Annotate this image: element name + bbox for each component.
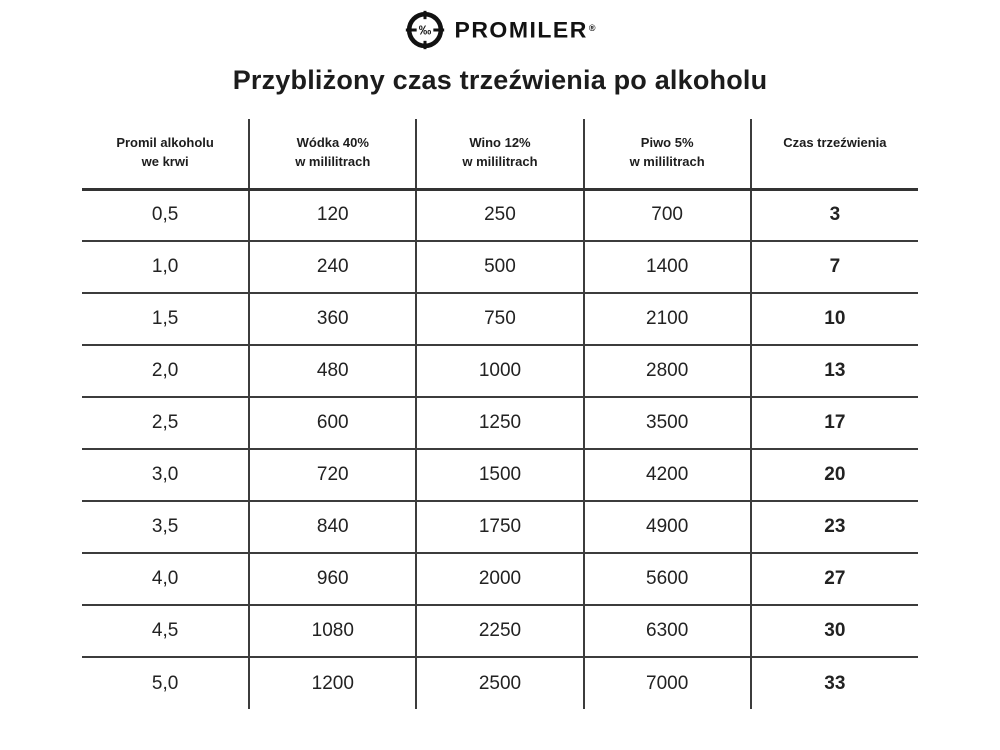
column-header-4: Czas trzeźwienia [751,119,918,189]
table-cell: 3 [751,189,918,241]
table-row [82,449,918,501]
table-body [82,189,918,709]
table-cell: 4900 [584,501,751,553]
column-header-0: Promil alkoholu we krwi [82,119,249,189]
table-cell: 2,5 [82,397,249,449]
brand-wordmark: PROMILER [454,17,588,42]
table-cell: 1400 [584,241,751,293]
table-cell: 1000 [416,345,583,397]
table-cell: 2500 [416,657,583,709]
table-cell: 250 [416,189,583,241]
sobriety-table-container [82,119,918,709]
table-cell: 840 [249,501,416,553]
table-cell: 3,0 [82,449,249,501]
table-cell: 1500 [416,449,583,501]
permille-glyph: ‰ [419,23,432,38]
table-row [82,189,918,241]
table-cell: 2000 [416,553,583,605]
table-cell: 33 [751,657,918,709]
table-cell: 700 [584,189,751,241]
table-cell: 4200 [584,449,751,501]
column-header-1: Wódka 40% w mililitrach [249,119,416,189]
table-cell: 1200 [249,657,416,709]
sobriety-table [82,119,918,709]
table-cell: 6300 [584,605,751,657]
table-cell: 120 [249,189,416,241]
table-row [82,553,918,605]
table-cell: 500 [416,241,583,293]
table-cell: 7000 [584,657,751,709]
table-row [82,657,918,709]
table-row [82,397,918,449]
table-cell: 4,0 [82,553,249,605]
table-cell: 2100 [584,293,751,345]
column-header-2: Wino 12% w mililitrach [416,119,583,189]
registered-trademark-symbol: ® [588,23,596,33]
table-cell: 5600 [584,553,751,605]
table-header [82,119,918,189]
table-cell: 3,5 [82,501,249,553]
table-cell: 10 [751,293,918,345]
table-cell: 23 [751,501,918,553]
table-row [82,293,918,345]
table-row [82,605,918,657]
permille-target-icon [405,10,445,50]
table-cell: 13 [751,345,918,397]
table-cell: 4,5 [82,605,249,657]
table-cell: 240 [249,241,416,293]
table-row [82,345,918,397]
header-row [82,119,918,189]
table-cell: 1,5 [82,293,249,345]
table-cell: 360 [249,293,416,345]
table-cell: 17 [751,397,918,449]
table-cell: 1080 [249,605,416,657]
promiler-logo [0,9,1000,51]
table-cell: 5,0 [151,672,179,694]
table-cell: 2,0 [82,345,249,397]
table-cell: 2250 [416,605,583,657]
table-cell: 3500 [584,397,751,449]
table-cell: 0,5 [82,189,249,241]
table-cell: 600 [249,397,416,449]
table-cell: 30 [751,605,918,657]
table-cell: 720 [249,449,416,501]
table-cell: 1,0 [82,241,249,293]
table-row [82,501,918,553]
table-cell: 1750 [416,501,583,553]
page-title: Przybliżony czas trzeźwienia po alkoholu [232,65,768,95]
table-cell: 27 [751,553,918,605]
table-cell: 480 [249,345,416,397]
table-row [82,241,918,293]
table-cell: 7 [751,241,918,293]
column-header-3: Piwo 5% w mililitrach [584,119,751,189]
table-cell: 960 [249,553,416,605]
table-cell: 750 [416,293,583,345]
table-cell: 2800 [584,345,751,397]
table-cell: 1250 [416,397,583,449]
table-cell: 20 [751,449,918,501]
